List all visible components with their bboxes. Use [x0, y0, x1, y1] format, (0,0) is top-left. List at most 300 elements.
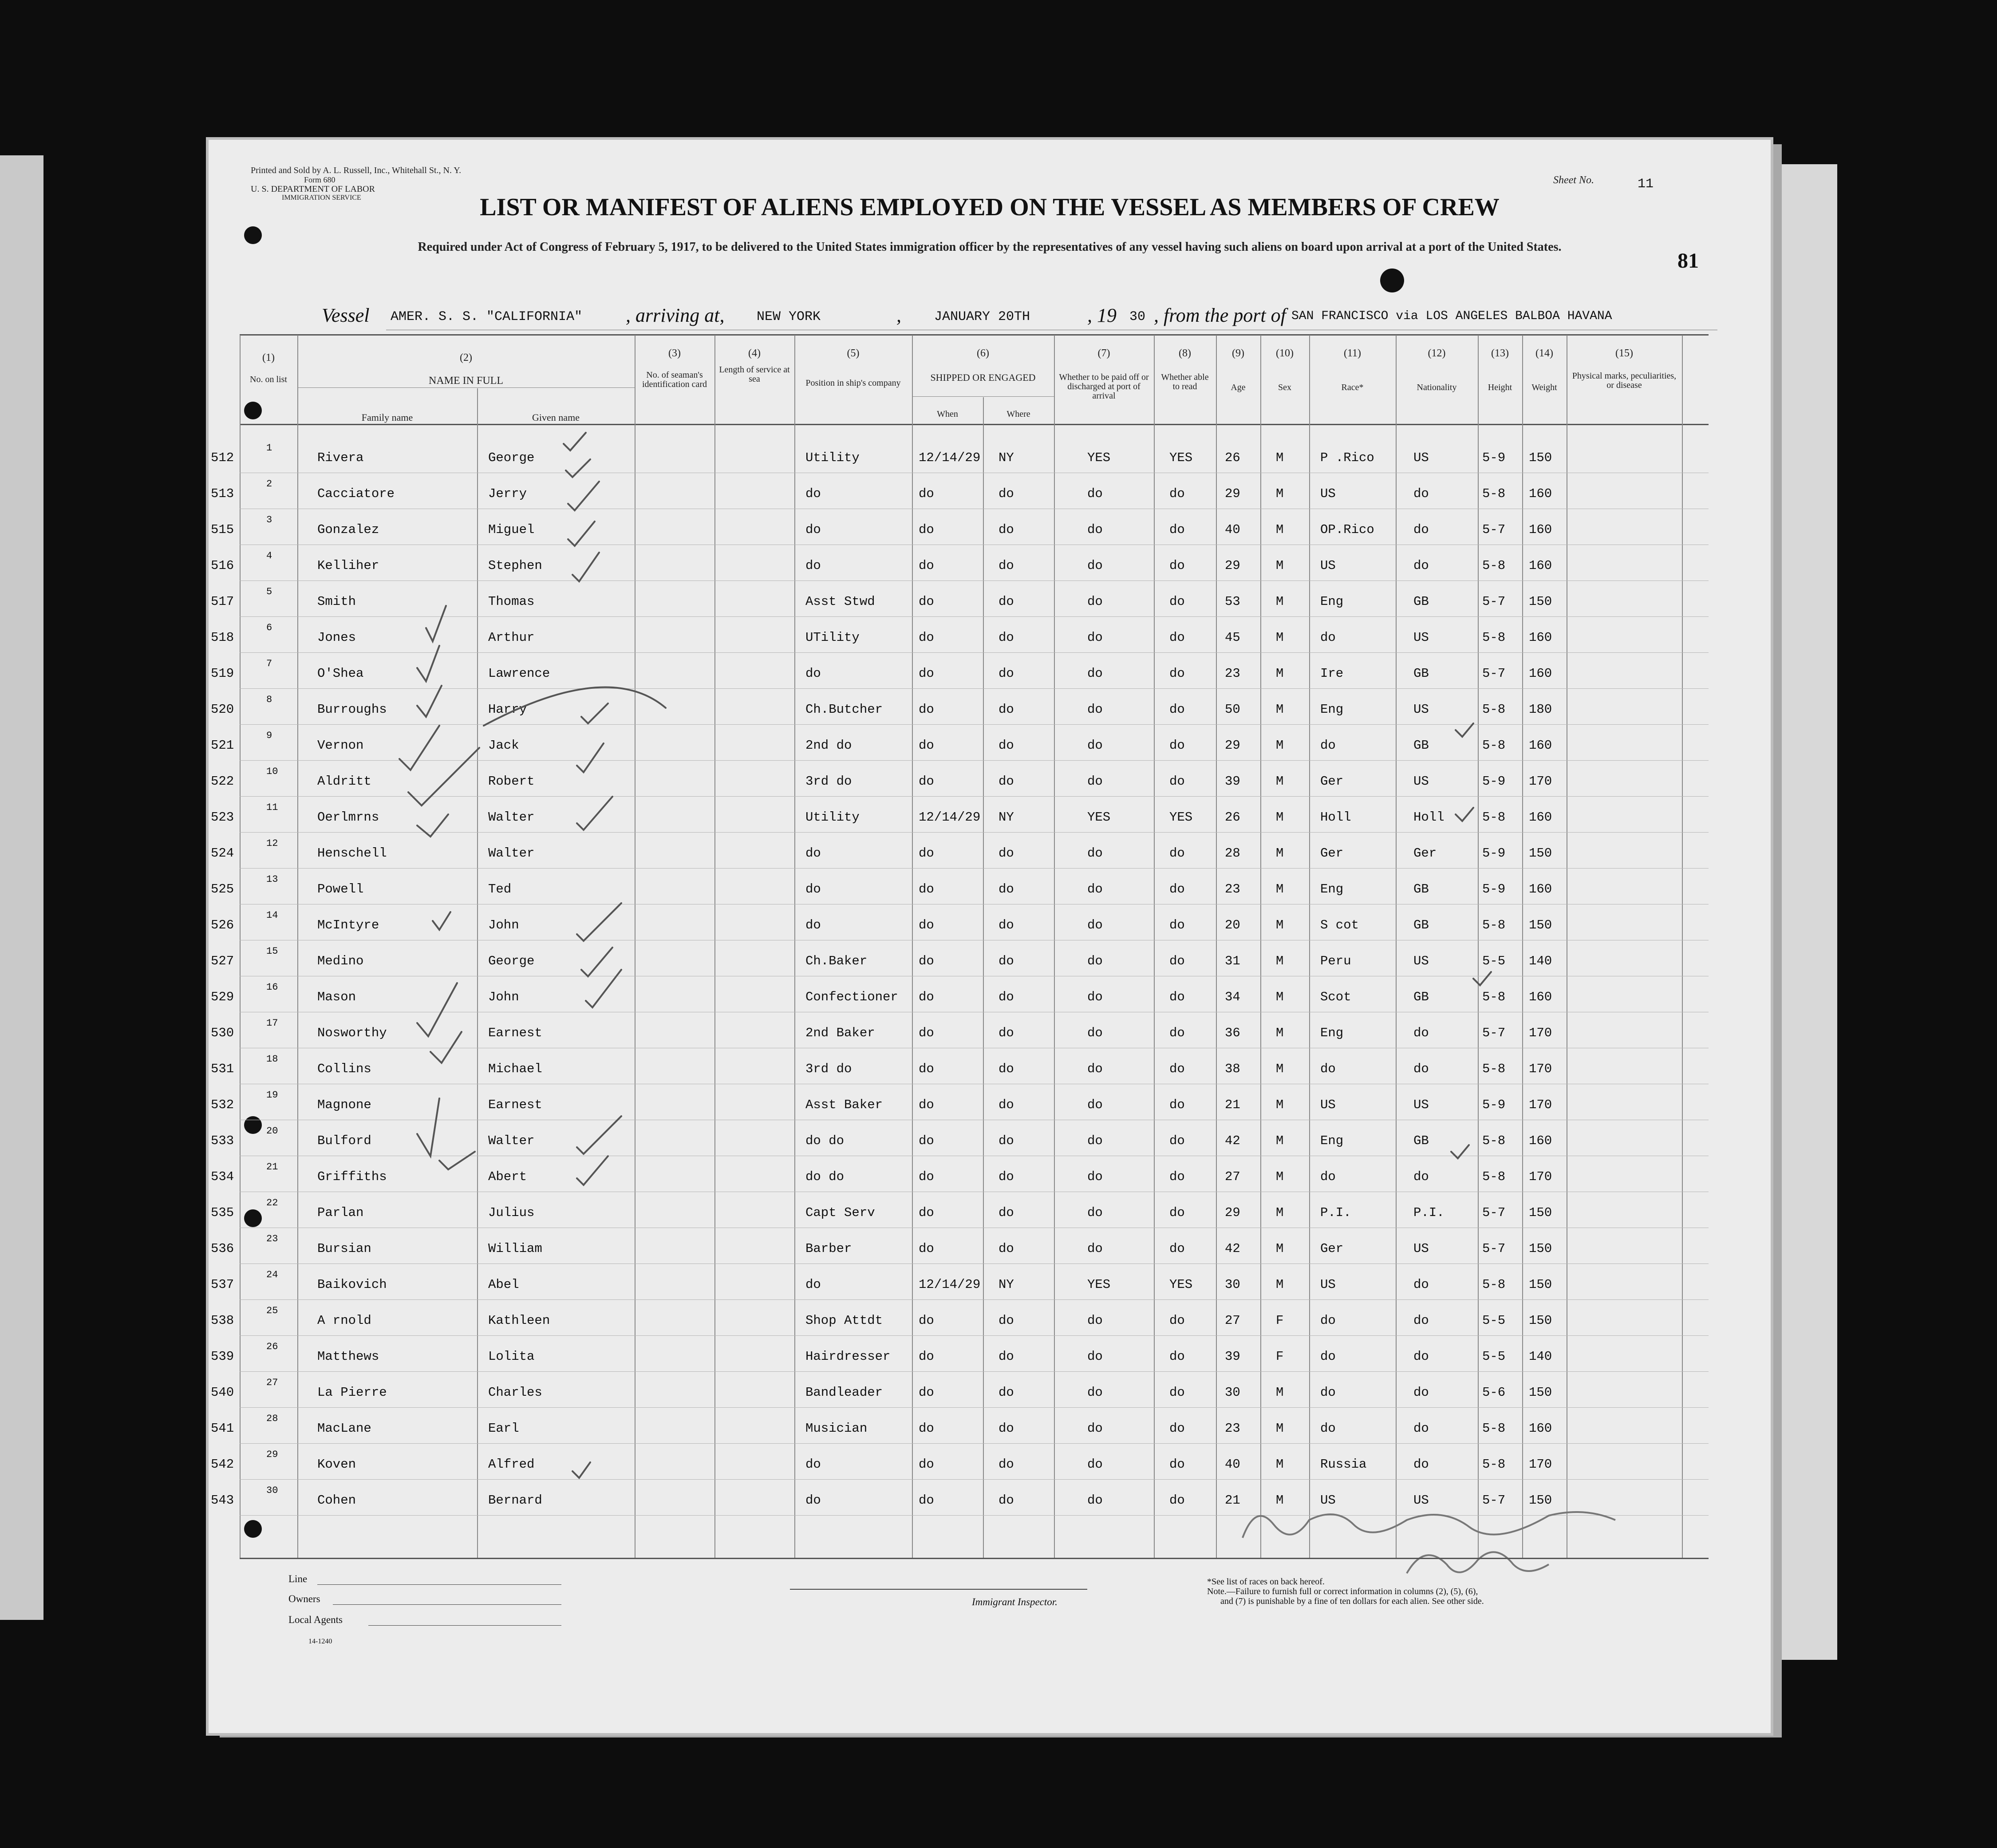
list-ref-number: 516: [211, 558, 234, 573]
height: 5-7: [1482, 522, 1506, 537]
position: do: [805, 1457, 821, 1472]
height: 5-8: [1482, 1169, 1506, 1184]
sex: F: [1276, 1349, 1284, 1364]
heading-given-name: Given name: [532, 412, 580, 423]
age: 26: [1225, 810, 1240, 825]
height: 5-9: [1482, 1098, 1506, 1112]
given-name: Walter: [488, 846, 535, 861]
colnum-1: (1): [262, 352, 275, 363]
age: 40: [1225, 522, 1240, 537]
shipped-when: do: [919, 630, 934, 645]
family-name: A rnold: [317, 1313, 371, 1328]
family-name: Magnone: [317, 1098, 371, 1112]
nationality: GB: [1413, 882, 1429, 896]
able-to-read: do: [1169, 918, 1185, 932]
family-name: Medino: [317, 954, 364, 968]
checkmark: [439, 1152, 475, 1169]
position: Capt Serv: [805, 1205, 875, 1220]
position: Ch.Butcher: [805, 702, 883, 717]
shipped-where: do: [998, 846, 1014, 861]
paid-off: do: [1087, 990, 1103, 1004]
checkmark: [399, 726, 439, 770]
position: do: [805, 882, 821, 896]
list-ref-number: 536: [211, 1241, 234, 1256]
list-ref-number: 538: [211, 1313, 234, 1328]
age: 42: [1225, 1133, 1240, 1148]
age: 21: [1225, 1098, 1240, 1112]
vessel-name: AMER. S. S. "CALIFORNIA": [391, 309, 583, 324]
shipped-when: do: [919, 486, 934, 501]
family-name: Matthews: [317, 1349, 379, 1364]
age: 30: [1225, 1385, 1240, 1400]
race: do: [1320, 1385, 1336, 1400]
sex: M: [1276, 630, 1284, 645]
race: Eng: [1320, 594, 1344, 609]
weight: 160: [1529, 1133, 1552, 1148]
colnum-12: (12): [1428, 347, 1446, 359]
weight: 150: [1529, 1277, 1552, 1292]
family-name: Gonzalez: [317, 522, 379, 537]
nationality: do: [1413, 1313, 1429, 1328]
weight: 160: [1529, 630, 1552, 645]
paid-off: do: [1087, 882, 1103, 896]
age: 40: [1225, 1457, 1240, 1472]
shipped-where: NY: [998, 810, 1014, 825]
paid-off: do: [1087, 522, 1103, 537]
position: Utility: [805, 810, 860, 825]
family-name: Henschell: [317, 846, 387, 861]
able-to-read: do: [1169, 774, 1185, 789]
paid-off: do: [1087, 630, 1103, 645]
footer-line-label: Line: [288, 1573, 308, 1584]
checkmark: [577, 903, 621, 941]
row-number: 29: [266, 1449, 278, 1460]
nationality: do: [1413, 1421, 1429, 1436]
list-ref-number: 521: [211, 738, 234, 753]
given-name: Miguel: [488, 522, 535, 537]
shipped-where: do: [998, 1026, 1014, 1040]
nationality: GB: [1413, 990, 1429, 1004]
checkmark: [566, 459, 590, 477]
given-name: Jack: [488, 738, 519, 753]
shipped-when: do: [919, 1457, 934, 1472]
sex: M: [1276, 1277, 1284, 1292]
list-ref-number: 533: [211, 1133, 234, 1148]
position: Musician: [805, 1421, 868, 1436]
family-name: Kelliher: [317, 558, 379, 573]
document-title: LIST OR MANIFEST OF ALIENS EMPLOYED ON THE VESSEL AS MEMBERS OF CREW: [480, 193, 1500, 221]
given-name: Stephen: [488, 558, 542, 573]
given-name: Abert: [488, 1169, 527, 1184]
able-to-read: do: [1169, 1169, 1185, 1184]
race: do: [1320, 1313, 1336, 1328]
position: do: [805, 1277, 821, 1292]
paid-off: do: [1087, 594, 1103, 609]
checkmark: [417, 1098, 439, 1156]
able-to-read: do: [1169, 702, 1185, 717]
service: IMMIGRATION SERVICE: [282, 194, 361, 201]
row-number: 1: [266, 442, 272, 454]
able-to-read: do: [1169, 1205, 1185, 1220]
paid-off: do: [1087, 1205, 1103, 1220]
weight: 150: [1529, 1493, 1552, 1508]
able-to-read: do: [1169, 486, 1185, 501]
heading-no-on-list: No. on list: [250, 375, 287, 384]
nationality: do: [1413, 1277, 1429, 1292]
paid-off: do: [1087, 1241, 1103, 1256]
able-to-read: YES: [1169, 810, 1193, 825]
family-name: Bulford: [317, 1133, 371, 1148]
given-name: Earnest: [488, 1026, 542, 1040]
heading-length-of-service: Length of service at sea: [719, 365, 790, 384]
sex: M: [1276, 846, 1284, 861]
race: OP.Rico: [1320, 522, 1374, 537]
heading-name-in-full: NAME IN FULL: [429, 375, 503, 387]
able-to-read: do: [1169, 1098, 1185, 1112]
shipped-when: do: [919, 1421, 934, 1436]
shipped-when: 12/14/29: [919, 1277, 981, 1292]
nationality: US: [1413, 450, 1429, 465]
sex: M: [1276, 666, 1284, 681]
able-to-read: do: [1169, 882, 1185, 896]
sex: M: [1276, 1062, 1284, 1076]
age: 27: [1225, 1169, 1240, 1184]
position: do: [805, 846, 821, 861]
able-to-read: do: [1169, 1313, 1185, 1328]
nationality: do: [1413, 1457, 1429, 1472]
weight: 160: [1529, 882, 1552, 896]
able-to-read: do: [1169, 738, 1185, 753]
sex: M: [1276, 1493, 1284, 1508]
position: Ch.Baker: [805, 954, 868, 968]
shipped-when: do: [919, 1241, 934, 1256]
position: Asst Baker: [805, 1098, 883, 1112]
nationality: GB: [1413, 738, 1429, 753]
sex: M: [1276, 1169, 1284, 1184]
height: 5-5: [1482, 1313, 1506, 1328]
paid-off: do: [1087, 666, 1103, 681]
list-ref-number: 532: [211, 1098, 234, 1112]
inspector-rule: [790, 1589, 1087, 1590]
shipped-where: do: [998, 1457, 1014, 1472]
race: Ger: [1320, 774, 1344, 789]
height: 5-7: [1482, 1493, 1506, 1508]
shipped-where: do: [998, 1205, 1014, 1220]
list-ref-number: 518: [211, 630, 234, 645]
given-name: John: [488, 990, 519, 1004]
paid-off: do: [1087, 1098, 1103, 1112]
height: 5-8: [1482, 1421, 1506, 1436]
checkmark: [568, 521, 595, 546]
race: Ger: [1320, 1241, 1344, 1256]
list-ref-number: 517: [211, 594, 234, 609]
shipped-when: do: [919, 1026, 934, 1040]
shipped-where: do: [998, 918, 1014, 932]
height: 5-7: [1482, 1205, 1506, 1220]
list-ref-number: 525: [211, 882, 234, 896]
shipped-where: do: [998, 522, 1014, 537]
row-number: 22: [266, 1197, 278, 1208]
checkmark: [417, 814, 448, 837]
sex: M: [1276, 1421, 1284, 1436]
given-name: Charles: [488, 1385, 542, 1400]
shipped-where: do: [998, 702, 1014, 717]
race: Peru: [1320, 954, 1351, 968]
list-ref-number: 530: [211, 1026, 234, 1040]
arriving-label: , arriving at,: [626, 304, 725, 326]
heading-id-card: No. of seaman's identification card: [642, 370, 707, 389]
position: do: [805, 522, 821, 537]
checkmark: [572, 1462, 590, 1478]
weight: 140: [1529, 954, 1552, 968]
paid-off: do: [1087, 1349, 1103, 1364]
sex: M: [1276, 1098, 1284, 1112]
shipped-where: do: [998, 1313, 1014, 1328]
pencil-stroke: [484, 687, 666, 726]
nationality: Holl: [1413, 810, 1444, 825]
age: 29: [1225, 1205, 1240, 1220]
paid-off: do: [1087, 702, 1103, 717]
weight: 160: [1529, 738, 1552, 753]
given-name: Harry: [488, 702, 527, 717]
age: 50: [1225, 702, 1240, 717]
footer-note-failure: Note.—Failure to furnish full or correct information in columns (2), (5), (6),: [1207, 1587, 1478, 1596]
shipped-when: do: [919, 846, 934, 861]
checkmark: [577, 797, 612, 830]
family-name: Burroughs: [317, 702, 387, 717]
from-label: , from the port of: [1154, 304, 1286, 326]
colnum-3: (3): [668, 347, 681, 359]
shipped-when: do: [919, 1062, 934, 1076]
age: 42: [1225, 1241, 1240, 1256]
weight: 170: [1529, 1169, 1552, 1184]
race: US: [1320, 558, 1336, 573]
sex: M: [1276, 450, 1284, 465]
age: 31: [1225, 954, 1240, 968]
race: do: [1320, 738, 1336, 753]
heading-shipped: SHIPPED OR ENGAGED: [930, 372, 1036, 383]
given-name: Alfred: [488, 1457, 535, 1472]
able-to-read: do: [1169, 990, 1185, 1004]
weight: 160: [1529, 810, 1552, 825]
checkmark: [430, 1032, 462, 1063]
given-name: Arthur: [488, 630, 535, 645]
family-name: McIntyre: [317, 918, 379, 932]
adjacent-page-edge: [0, 155, 43, 1620]
sex: M: [1276, 774, 1284, 789]
given-name: Earl: [488, 1421, 519, 1436]
able-to-read: do: [1169, 1241, 1185, 1256]
checkmark: [417, 983, 457, 1036]
manifest-page: [209, 140, 1771, 1733]
paid-off: YES: [1087, 810, 1111, 825]
paid-off: do: [1087, 1169, 1103, 1184]
family-name: Baikovich: [317, 1277, 387, 1292]
age: 27: [1225, 1313, 1240, 1328]
family-name: Rivera: [317, 450, 364, 465]
age: 23: [1225, 882, 1240, 896]
race: Eng: [1320, 1026, 1344, 1040]
age: 38: [1225, 1062, 1240, 1076]
checkmark: [577, 1116, 621, 1154]
age: 45: [1225, 630, 1240, 645]
nationality: do: [1413, 1349, 1429, 1364]
position: Barber: [805, 1241, 852, 1256]
separator: ,: [896, 304, 901, 326]
colnum-10: (10): [1276, 347, 1294, 359]
given-name: Abel: [488, 1277, 519, 1292]
height: 5-8: [1482, 918, 1506, 932]
sex: M: [1276, 522, 1284, 537]
sex: M: [1276, 594, 1284, 609]
able-to-read: do: [1169, 1457, 1185, 1472]
shipped-when: do: [919, 1169, 934, 1184]
row-number: 8: [266, 694, 272, 705]
heading-paid-off: Whether to be paid off or discharged at port of arrival: [1059, 372, 1149, 401]
paid-off: do: [1087, 954, 1103, 968]
paid-off: do: [1087, 1133, 1103, 1148]
list-ref-number: 534: [211, 1169, 234, 1184]
height: 5-9: [1482, 882, 1506, 896]
weight: 170: [1529, 1098, 1552, 1112]
sex: M: [1276, 882, 1284, 896]
nationality: do: [1413, 1385, 1429, 1400]
able-to-read: do: [1169, 666, 1185, 681]
weight: 160: [1529, 990, 1552, 1004]
height: 5-9: [1482, 774, 1506, 789]
sex: M: [1276, 1133, 1284, 1148]
row-number: 9: [266, 730, 272, 741]
row-number: 7: [266, 658, 272, 669]
heading-family-name: Family name: [361, 412, 413, 423]
paid-off: do: [1087, 1421, 1103, 1436]
shipped-where: do: [998, 990, 1014, 1004]
row-number: 28: [266, 1413, 278, 1424]
race: Eng: [1320, 702, 1344, 717]
weight: 170: [1529, 1026, 1552, 1040]
checkmark: [577, 743, 604, 772]
family-name: Vernon: [317, 738, 364, 753]
list-ref-number: 539: [211, 1349, 234, 1364]
shipped-when: do: [919, 954, 934, 968]
heading-when: When: [937, 409, 958, 419]
shipped-where: do: [998, 1349, 1014, 1364]
position: Bandleader: [805, 1385, 883, 1400]
row-number: 27: [266, 1377, 278, 1388]
printer-line: Printed and Sold by A. L. Russell, Inc., Whitehall St., N. Y.: [251, 166, 462, 175]
race: US: [1320, 1277, 1336, 1292]
shipped-where: do: [998, 1493, 1014, 1508]
department: U. S. DEPARTMENT OF LABOR: [251, 184, 375, 194]
list-ref-number: 522: [211, 774, 234, 789]
shipped-when: do: [919, 558, 934, 573]
weight: 160: [1529, 666, 1552, 681]
family-name: MacLane: [317, 1421, 371, 1436]
weight: 160: [1529, 558, 1552, 573]
height: 5-8: [1482, 810, 1506, 825]
family-name: Aldritt: [317, 774, 371, 789]
age: 29: [1225, 486, 1240, 501]
nationality: Ger: [1413, 846, 1437, 861]
nationality: US: [1413, 1493, 1429, 1508]
heading-weight: Weight: [1531, 383, 1557, 392]
footer-note-fine: and (7) is punishable by a fine of ten dollars for each alien. See other side.: [1220, 1596, 1484, 1606]
heading-race: Race*: [1341, 383, 1364, 392]
able-to-read: do: [1169, 630, 1185, 645]
able-to-read: do: [1169, 1062, 1185, 1076]
weight: 170: [1529, 1062, 1552, 1076]
paid-off: do: [1087, 558, 1103, 573]
paid-off: do: [1087, 486, 1103, 501]
shipped-when: 12/14/29: [919, 810, 981, 825]
checkmark: [417, 646, 439, 681]
weight: 160: [1529, 486, 1552, 501]
row-number: 12: [266, 838, 278, 849]
position: Hairdresser: [805, 1349, 891, 1364]
age: 36: [1225, 1026, 1240, 1040]
given-name: George: [488, 450, 535, 465]
sex: M: [1276, 918, 1284, 932]
departure-ports: SAN FRANCISCO via LOS ANGELES BALBOA HAVANA: [1291, 309, 1612, 323]
checkmark: [581, 703, 608, 723]
row-number: 2: [266, 478, 272, 490]
shipped-where: do: [998, 1169, 1014, 1184]
paid-off: YES: [1087, 1277, 1111, 1292]
footer-note-races: *See list of races on back hereof.: [1207, 1577, 1325, 1587]
weight: 150: [1529, 1385, 1552, 1400]
height: 5-7: [1482, 666, 1506, 681]
shipped-where: do: [998, 486, 1014, 501]
list-ref-number: 513: [211, 486, 234, 501]
page-stack-edge: [1771, 164, 1837, 1660]
colnum-14: (14): [1535, 347, 1553, 359]
row-number: 18: [266, 1054, 278, 1065]
colnum-7: (7): [1097, 347, 1110, 359]
heading-physical-marks: Physical marks, peculiarities, or disease: [1572, 371, 1677, 390]
age: 39: [1225, 1349, 1240, 1364]
height: 5-7: [1482, 594, 1506, 609]
row-number: 24: [266, 1269, 278, 1280]
colnum-2: (2): [460, 352, 472, 363]
able-to-read: do: [1169, 1421, 1185, 1436]
sex: M: [1276, 486, 1284, 501]
checkmark: [433, 912, 450, 930]
list-ref-number: 519: [211, 666, 234, 681]
position: Confectioner: [805, 990, 898, 1004]
height: 5-7: [1482, 1026, 1506, 1040]
checkmark: [568, 482, 599, 510]
colnum-4: (4): [748, 347, 761, 359]
heading-where: Where: [1006, 409, 1030, 419]
given-name: Walter: [488, 1133, 535, 1148]
shipped-where: do: [998, 882, 1014, 896]
shipped-where: do: [998, 954, 1014, 968]
given-name: Lolita: [488, 1349, 535, 1364]
position: do: [805, 558, 821, 573]
list-ref-number: 529: [211, 990, 234, 1004]
position: do do: [805, 1169, 845, 1184]
shipped-when: do: [919, 1385, 934, 1400]
weight: 150: [1529, 846, 1552, 861]
given-name: George: [488, 954, 535, 968]
able-to-read: do: [1169, 1493, 1185, 1508]
race: US: [1320, 486, 1336, 501]
row-number: 10: [266, 766, 278, 777]
height: 5-8: [1482, 1062, 1506, 1076]
given-name: Bernard: [488, 1493, 542, 1508]
arrival-port: NEW YORK: [757, 309, 821, 324]
shipped-when: 12/14/29: [919, 450, 981, 465]
